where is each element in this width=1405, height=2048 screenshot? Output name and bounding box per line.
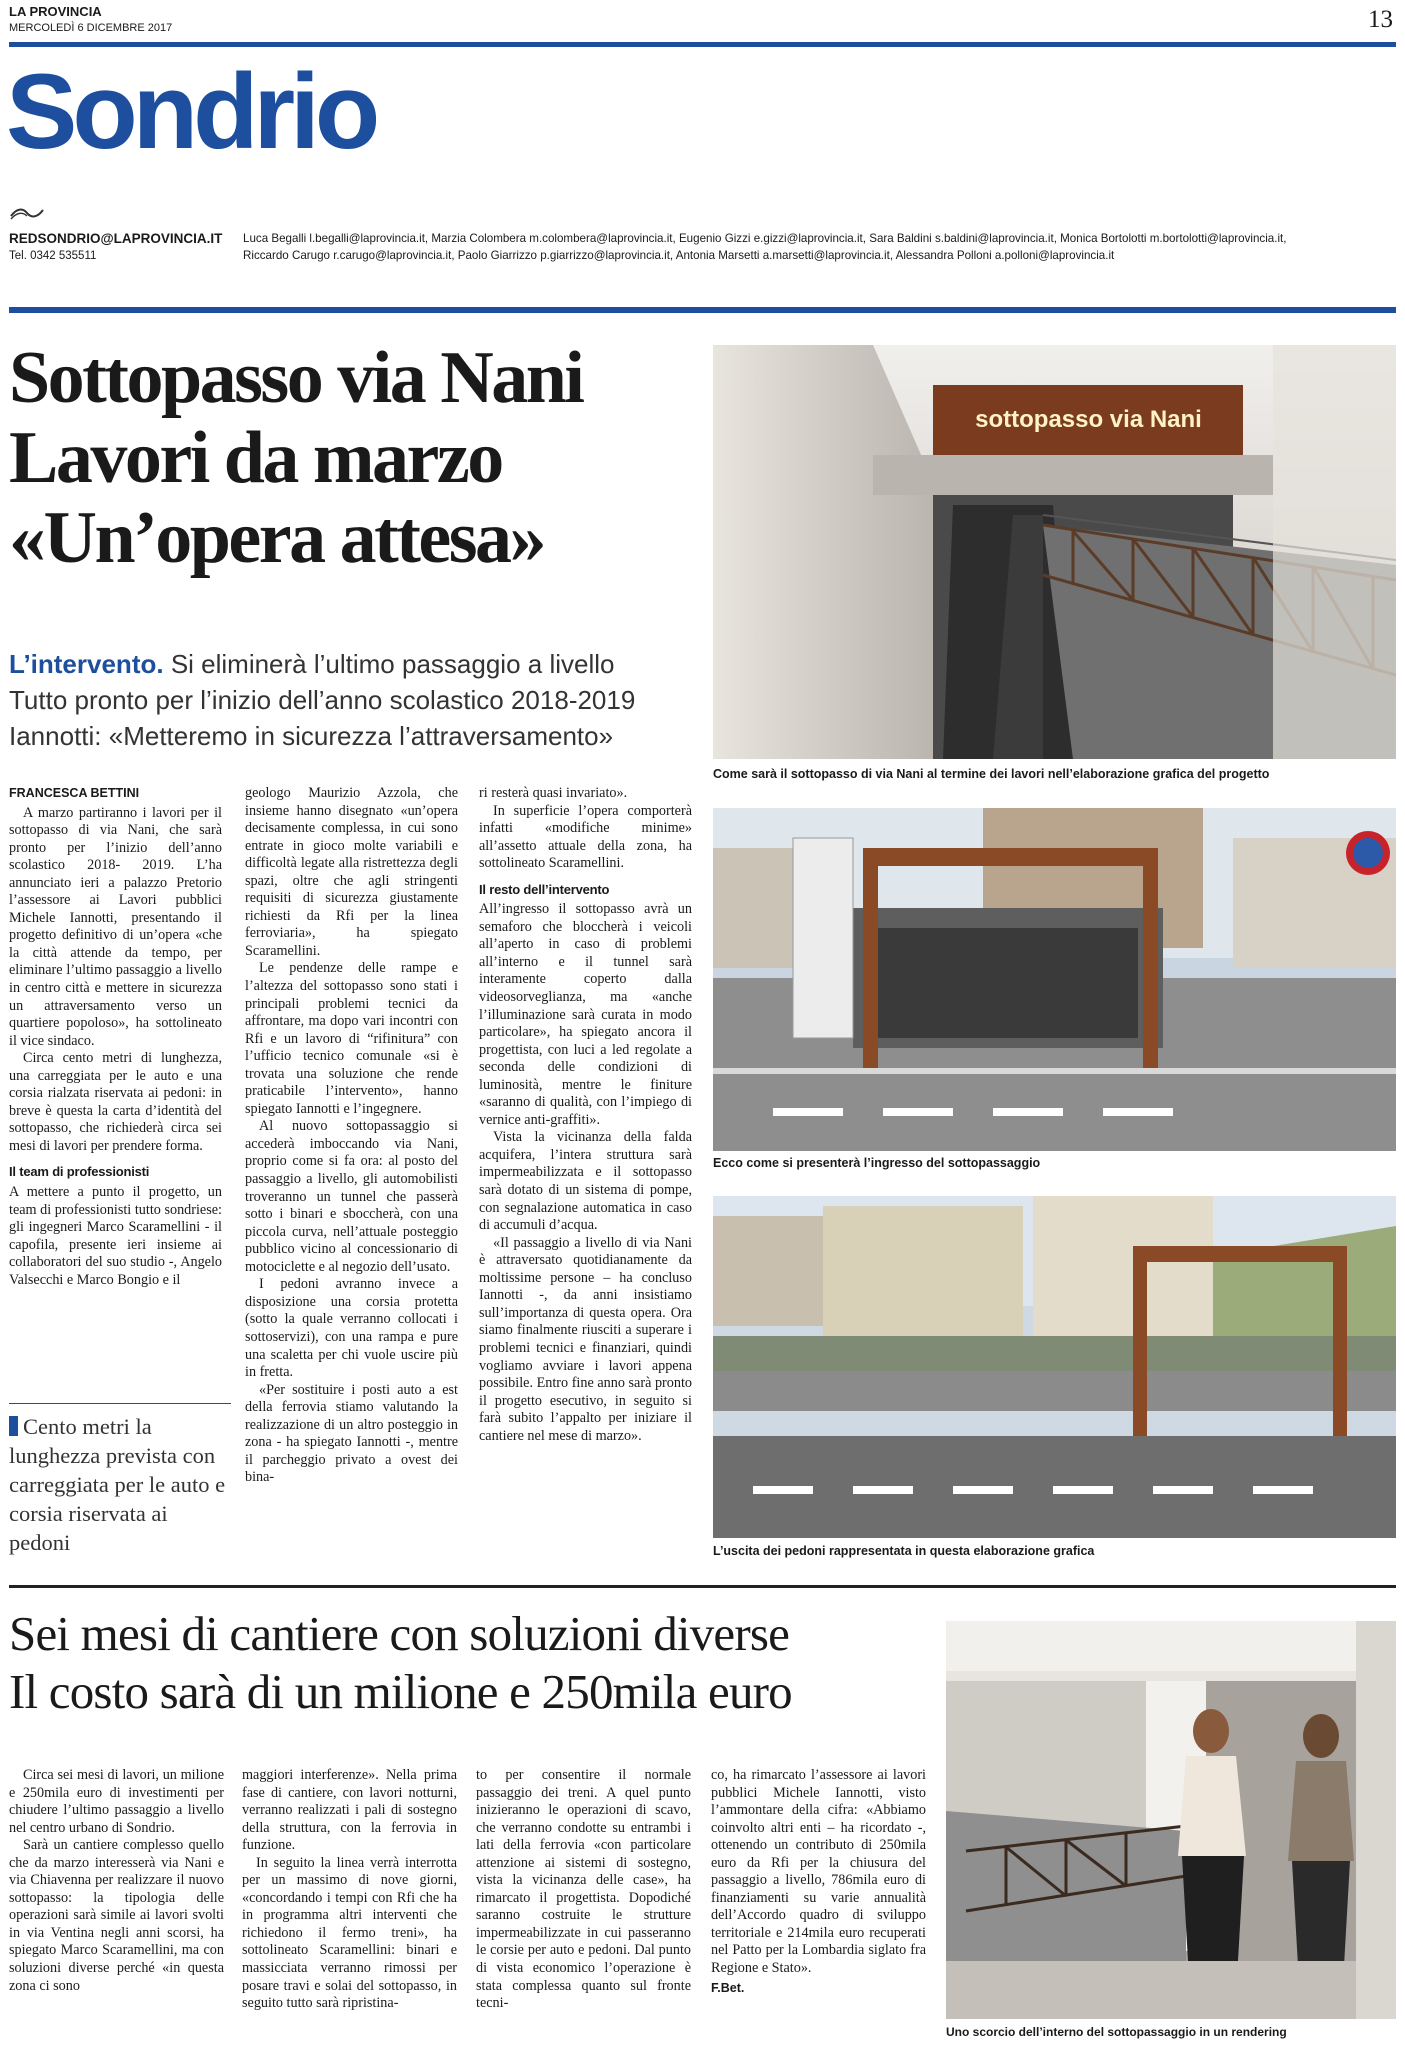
header-rule: [9, 307, 1396, 313]
photo-tunnel-rendering: [713, 345, 1396, 759]
issue-date: MERCOLEDÌ 6 DICEMBRE 2017: [9, 22, 173, 34]
article1-column-2: [245, 785, 458, 1487]
section-title: Sondrio: [6, 51, 376, 171]
page-number: 13: [1368, 6, 1393, 33]
top-rule: [9, 42, 1396, 47]
subheading: Il resto dell’intervento: [479, 881, 610, 897]
headline-line: Sottopasso via Nani: [9, 337, 583, 419]
paragraph: Vista la vicinanza della falda acquifera, l’intera struttura sarà impermeabilizzata e il sottopasso sarà dotato di un sistema di pompe, con segnalazione automatica in caso di accumuli d’acqua.: [479, 1129, 692, 1234]
article2-column-3: [476, 1767, 691, 2013]
staff-line-2: Riccardo Carugo r.carugo@laprovincia.it, Paolo Giarrizzo p.giarrizzo@laprovincia.it, Antonia Marsetti a.marsetti@laprovincia.it, Alessandra Polloni a.polloni@laprovincia.it: [243, 249, 1115, 262]
paragraph: In seguito la linea verrà interrotta per un massimo di nove giorni, «concordando i tempi con Rfi che ha in programma altri interventi che richiedono il fermo treni», ha sottolineato Scaramellini: binari e massicciata verranno rimossi per posare travi e solai del sottopasso, in seguito tutto sarà ripristina-: [242, 1854, 457, 2012]
caption-4: Uno scorcio dell’interno del sottopassaggio in un rendering: [946, 2025, 1287, 2039]
tunnel-sign-text: sottopasso via Nani: [975, 406, 1202, 433]
paragraph: to per consentire il normale passaggio dei treni. A quel punto inizieranno le operazioni di scavo, che verranno condotte su entrambi i lati della ferrovia «con particolare attenzione ai sistemi di sostegno, vista la vicinanza delle case», ha rimarcato il progettista. Dopodiché saranno costruite le strutture impermeabilizzate in cui passeranno le corsie per auto e pedoni. Dal punto di vista economico l’operazione è stata complessa quanto sul fronte tecni-: [476, 1767, 691, 2012]
paragraph: Al nuovo sottopassaggio si accederà imboccando via Nani, proprio come si fa ora: al posto del passaggio a livello, gli automobilisti troveranno un tunnel che passerà sotto i binari e sboccherà, con una piccola curva, nell’attuale posteggio pubblico vicino al concessionario di motociclette e al negozio dell’usato.: [245, 1118, 458, 1275]
article2-column-4: [711, 1767, 926, 1999]
headline-line: Lavori da marzo: [9, 417, 502, 499]
deck-line: Si eliminerà l’ultimo passaggio a livello: [170, 649, 615, 679]
paragraph: Le pendenze delle rampe e l’altezza del sottopasso sono stati i principali problemi tecnici da affrontare, ma dopo vari incontri con Rfi e un lavoro di “rifinitura” con l’ufficio tecnico comunale «si è trovata una soluzione che rende praticabile l’intervento», hanno spiegato Iannotti e l’ingegnere.: [245, 960, 458, 1117]
paragraph: All’ingresso il sottopasso avrà un semaforo che bloccherà i veicoli all’aperto in caso di problemi all’interno e il tunnel sarà interamente coperto dalla videosorveglianza, ma «anche l’illuminazione sarà curata in modo particolare», ha spiegato ancora il progettista, con luci a led regolate a seconda delle condizioni di luminosità, mentre le finiture «saranno di qualità, con l’impiego di vernice anti-graffiti».: [479, 901, 692, 1128]
paragraph: Circa cento metri di lunghezza, una carreggiata per le auto e una corsia rialzata riservata ai pedoni: in breve è questa la carta d’identità del sottopasso, che richiederà circa sei mesi di lavori per prendere forma.: [9, 1050, 222, 1154]
subheading: Il team di professionisti: [9, 1164, 150, 1180]
article1-headline: [9, 338, 582, 578]
article2-column-2: [242, 1767, 457, 2013]
article2-headline: [9, 1605, 792, 1721]
paragraph: I pedoni avranno invece a disposizione una corsia protetta (sotto la quale verranno collocati i sottoservizi), con una rampa e pure una scaletta per chi vuole uscire più in fretta.: [245, 1276, 458, 1381]
deck-line: Iannotti: «Metteremo in sicurezza l’attraversamento»: [9, 721, 614, 751]
paragraph: Circa sei mesi di lavori, un milione e 250mila euro di investimenti per chiudere l’ultimo passaggio a livello nel centro urbano di Sondrio.: [9, 1767, 224, 1836]
article2-column-1: [9, 1767, 224, 1995]
caption-3: L’uscita dei pedoni rappresentata in questa elaborazione grafica: [713, 1544, 1095, 1558]
caption-2: Ecco come si presenterà l’ingresso del sottopassaggio: [713, 1156, 1041, 1170]
paragraph: A marzo partiranno i lavori per il sottopasso di via Nani, che sarà pronto per l’inizio dell’anno scolastico 2018- 2019. L’ha annunciato ieri a palazzo Pretorio l’assessore ai Lavori pubblici Michele Iannotti, presentando il progetto definitivo di un’opera «che la città attende da tempo, per eliminare l’ultimo passaggio a livello in centro città e mettere in sicurezza un attraversamento verso un quartiere popoloso», ha sottolineato il vice sindaco.: [9, 804, 222, 1049]
paragraph: «Il passaggio a livello di via Nani è attraversato quotidianamente da moltissime persone – ha concluso Iannotti -, da anni insistiamo sull’importanza di questa opera. Ora siamo finalmente riusciti a superare i problemi tecnici e finanziari, quindi vogliamo avviare i lavori appena possibile. Entro fine anno sarà pronto il progetto esecutivo, in seguito si farà subito l’appalto per iniziare il cantiere nel mese di marzo».: [479, 1234, 692, 1444]
photo-interior-rendering: [946, 1621, 1396, 2019]
article-divider: [9, 1585, 1396, 1588]
pullquote-marker: [9, 1416, 18, 1436]
section-phone: Tel. 0342 535511: [9, 250, 97, 262]
paragraph: Sarà un cantiere complesso quello che da marzo interesserà via Nani e via Chiavenna per realizzare il nuovo sottopasso: la tipologia delle operazioni sarà simile ai lavori svolti in via Ventina negli anni scorsi, ha spiegato Marco Scaramellini, ma con soluzioni diverse perché «in questa zona ci sono: [9, 1837, 224, 1994]
photo-entrance-rendering: [713, 808, 1396, 1151]
paragraph: maggiori interferenze». Nella prima fase di cantiere, con lavori notturni, verranno realizzati i pali di sostegno della struttura, con la ferrovia in funzione.: [242, 1767, 457, 1854]
headline-line: Il costo sarà di un milione e 250mila euro: [9, 1664, 792, 1719]
staff-line-1: Luca Begalli l.begalli@laprovincia.it, Marzia Colombera m.colombera@laprovincia.it, Eugenio Gizzi e.gizzi@laprovincia.it, Sara Baldini s.baldini@laprovincia.it, Monica Bortolotti m.bortolotti@laprovincia.it,: [243, 232, 1287, 245]
article1-column-1: [9, 785, 222, 1289]
headline-line: Sei mesi di cantiere con soluzioni diverse: [9, 1606, 790, 1661]
article1-deck: [9, 646, 709, 754]
deck-line: Tutto pronto per l’inizio dell’anno scolastico 2018-2019: [9, 685, 636, 715]
section-email[interactable]: REDSONDRIO@LAPROVINCIA.IT: [9, 231, 223, 246]
headline-line: «Un’opera attesa»: [9, 497, 545, 579]
article1-column-3: [479, 785, 692, 1445]
caption-1: Come sarà il sottopasso di via Nani al termine dei lavori nell’elaborazione grafica del progetto: [713, 767, 1270, 781]
paragraph: «Per sostituire i posti auto a est della ferrovia stiamo valutando la realizzazione di un altro posteggio in zona - ha spiegato Iannotti -, mentre il parcheggio privato a ovest dei bina-: [245, 1381, 458, 1486]
paragraph: A mettere a punto il progetto, un team di professionisti tutto sondriese: gli ingegneri Marco Scaramellini - il capofila, presente ieri insieme ai collaboratori del suo studio -, Angelo Valsecchi e Marco Bongio e il: [9, 1184, 222, 1288]
paragraph: co, ha rimarcato l’assessore ai lavori pubblici Michele Iannotti, visto l’ammontare della cifra: «Abbiamo coinvolto altri enti – ha ricordato -, ottenendo un contributo di 250mila euro da Rfi per la chiusura del passaggio a livello, 786mila euro di finanziamenti su varie annualità dell’Accordo quadro di sviluppo territoriale e 214mila euro recuperati nel Patto per la Lombardia siglato fra Regione e Stato».: [711, 1767, 926, 1977]
photo-pedestrian-exit-rendering: [713, 1196, 1396, 1538]
paragraph: geologo Maurizio Azzola, che insieme hanno disegnato «un’opera decisamente complessa, in cui sono entrate in gioco molte variabili e difficoltà legate alla ristrettezza degli spazi, oltre che agli stringenti requisiti di sicurezza giustamente richiesti da Rfi per la linea ferroviaria», ha spiegato Scaramellini.: [245, 785, 458, 959]
paper-name: LA PROVINCIA: [9, 4, 102, 19]
paragraph: In superficie l’opera comporterà infatti «modifiche minime» all’assetto attuale della zona, ha sottolineato Scaramellini.: [479, 802, 692, 872]
pullquote: [9, 1403, 231, 1557]
byline: FRANCESCA BETTINI: [9, 786, 140, 800]
pullquote-text: Cento metri la lunghezza prevista con carreggiata per le auto e corsia riservata ai pedoni: [9, 1414, 226, 1555]
logo-icon: [9, 206, 45, 225]
paragraph: ri resterà quasi invariato».: [479, 785, 628, 801]
signature: F.Bet.: [711, 1980, 745, 1995]
kicker: L’intervento.: [9, 649, 164, 679]
